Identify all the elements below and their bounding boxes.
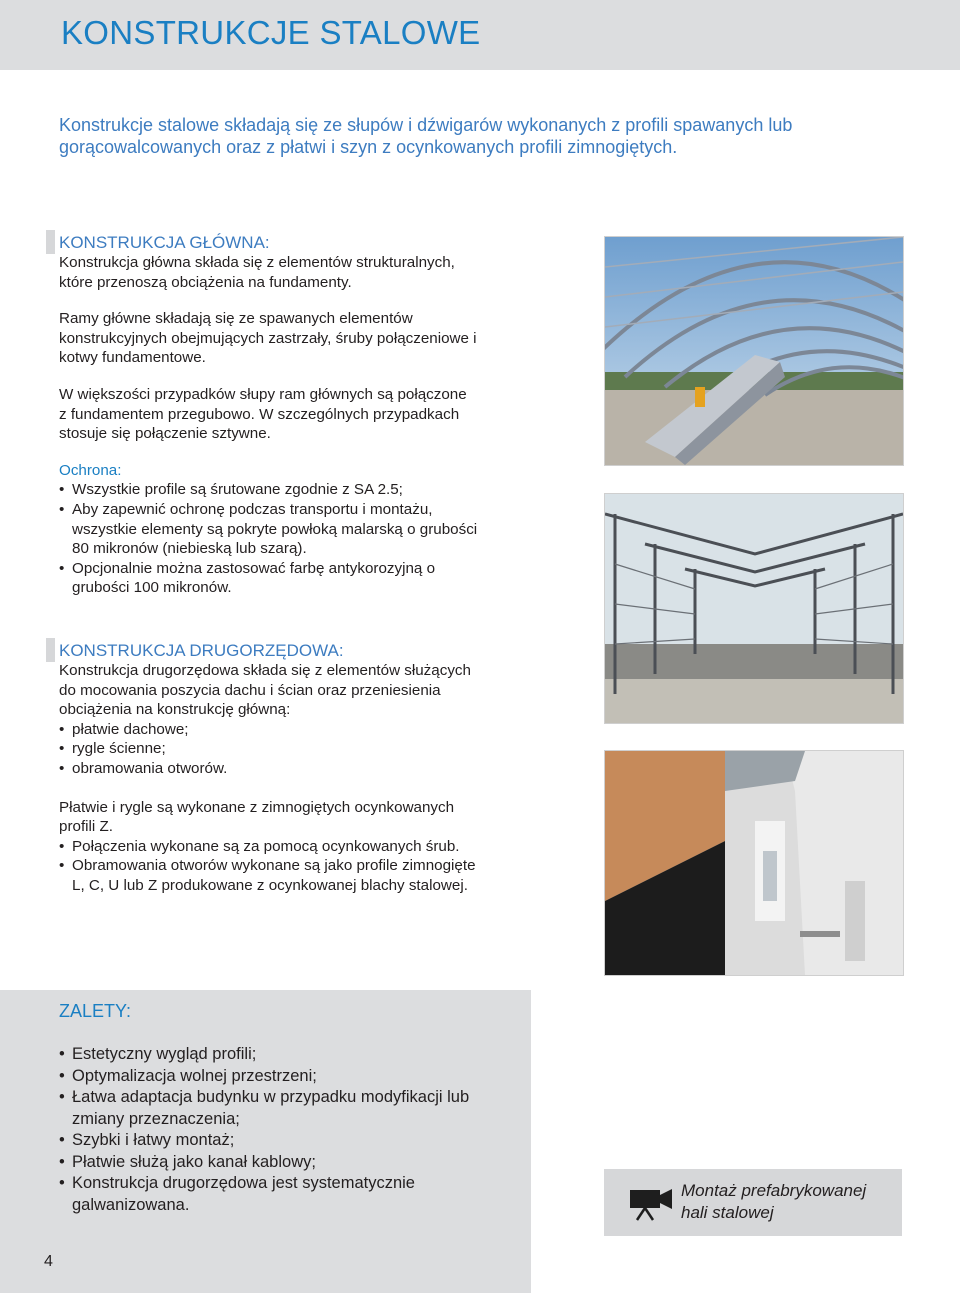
connections-list — [59, 837, 549, 896]
main-structure-section — [59, 233, 539, 598]
list-item: • Płatwie służą jako kanał kablowy; — [59, 1152, 519, 1174]
list-item: • Łatwa adaptacja budynku w przypadku modyfikacji lub zmiany przeznaczenia; — [59, 1087, 519, 1130]
paragraph-line: profili Z. — [59, 818, 114, 836]
list-item: • Estetyczny wygląd profili; — [59, 1044, 519, 1066]
intro-paragraph — [59, 114, 859, 158]
section-marker — [46, 230, 55, 254]
protection-list — [59, 480, 539, 598]
list-item: • Optymalizacja wolnej przestrzeni; — [59, 1066, 519, 1088]
advantages-title: ZALETY: — [59, 1001, 132, 1021]
secondary-structure-heading: KONSTRUKCJA DRUGORZĘDOWA: — [59, 641, 344, 660]
paragraph-line: Ramy główne składają się ze spawanych elementów — [59, 310, 413, 328]
list-item: • Obramowania otworów wykonane są jako profile zimnogięte L, C, U lub Z produkowane z ocynkowanej blachy stalowej. — [59, 856, 549, 895]
intro-line: Konstrukcje stalowe składają się ze słupów i dźwigarów wykonanych z profili spawanych lub — [59, 115, 793, 135]
page-title: KONSTRUKCJE STALOWE — [61, 14, 481, 51]
list-item: • Aby zapewnić ochronę podczas transportu i montażu, wszystkie elementy są pokryte powłoką malarską o grubości 80 mikronów (niebieską lub szarą). — [59, 500, 539, 559]
paragraph-line: W większości przypadków słupy ram głównych są połączone — [59, 385, 467, 403]
secondary-structure-section — [59, 641, 549, 896]
video-link[interactable] — [604, 1169, 902, 1236]
list-item: • rygle ścienne; — [59, 739, 549, 759]
list-item: • Połączenia wykonane są za pomocą ocynkowanych śrub. — [59, 837, 549, 857]
video-caption: Montaż prefabrykowanej hali stalowej — [681, 1181, 867, 1222]
steel-arch-frames-photo — [604, 236, 904, 466]
video-camera-icon — [629, 1185, 673, 1221]
hall-interior-photo — [604, 750, 904, 976]
paragraph-line: z fundamentem przegubowo. W szczególnych przypadkach — [59, 405, 460, 423]
paragraph-line: konstrukcyjnych obejmujących zastrzały, śruby połączeniowe i — [59, 329, 477, 347]
advantages-list — [59, 1044, 519, 1216]
list-item: • Opcjonalnie można zastosować farbę antykorozyjną o grubości 100 mikronów. — [59, 559, 539, 598]
list-item: • Szybki i łatwy montaż; — [59, 1130, 519, 1152]
steel-frame-skeleton-photo — [604, 493, 904, 724]
list-item: • płatwie dachowe; — [59, 720, 549, 740]
paragraph-line: Konstrukcja drugorzędowa składa się z elementów służących — [59, 662, 471, 679]
paragraph-line: które przenoszą obciążenia na fundamenty. — [59, 273, 352, 291]
paragraph-line: do mocowania poszycia dachu i ścian oraz przeniesienia — [59, 681, 441, 699]
secondary-items-list — [59, 720, 549, 779]
paragraph-line: kotwy fundamentowe. — [59, 349, 206, 367]
list-item: • Konstrukcja drugorzędowa jest systematycznie galwanizowana. — [59, 1173, 519, 1216]
protection-heading: Ochrona: — [59, 461, 122, 479]
paragraph-line: Płatwie i rygle są wykonane z zimnogiętych ocynkowanych — [59, 798, 455, 816]
list-item: • obramowania otworów. — [59, 759, 549, 779]
page-number: 4 — [44, 1253, 53, 1270]
paragraph-line: Konstrukcja główna składa się z elementów strukturalnych, — [59, 254, 455, 271]
section-marker — [46, 638, 55, 662]
paragraph-line: obciążenia na konstrukcję główną: — [59, 701, 291, 719]
paragraph-line: stosuje się połączenie sztywne. — [59, 425, 271, 443]
list-item: • Wszystkie profile są śrutowane zgodnie z SA 2.5; — [59, 480, 539, 500]
main-structure-heading: KONSTRUKCJA GŁÓWNA: — [59, 233, 270, 252]
intro-line: gorącowalcowanych oraz z płatwi i szyn z ocynkowanych profili zimnogiętych. — [59, 137, 678, 157]
